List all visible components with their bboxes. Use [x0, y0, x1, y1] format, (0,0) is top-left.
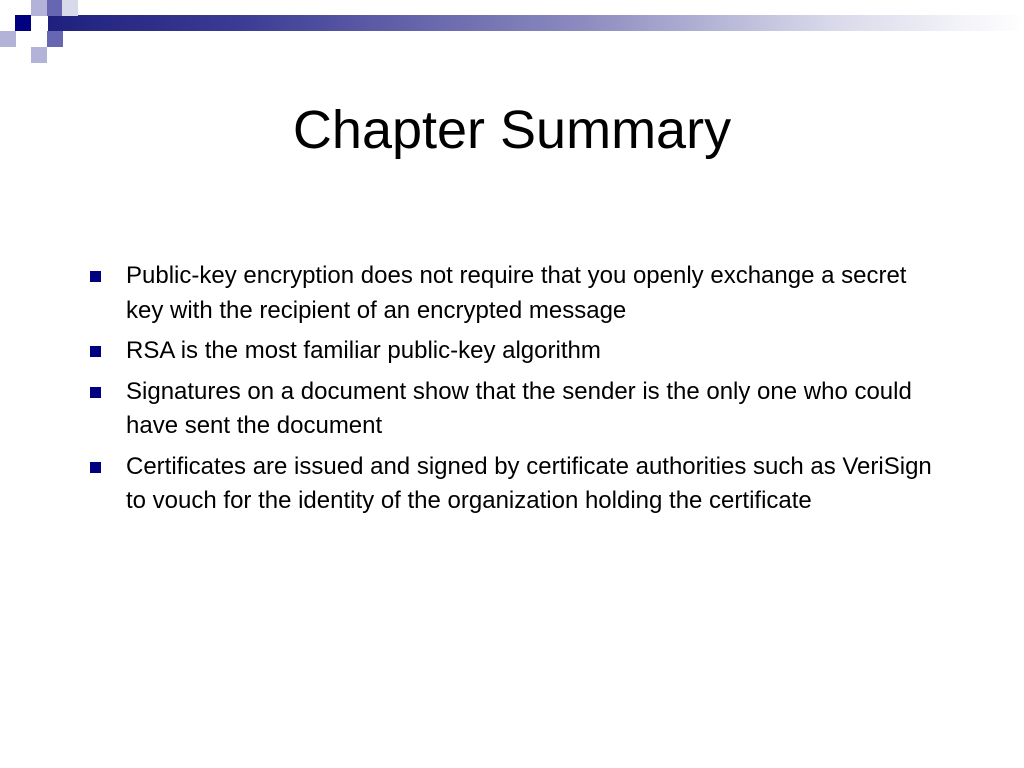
- slide-title: Chapter Summary: [292, 100, 732, 160]
- square-bullet-icon: [90, 271, 101, 282]
- bullet-text: Certificates are issued and signed by certificate authorities such as VeriSign to vouch for the identity of the organization holding the certificate: [126, 452, 932, 514]
- header-gradient-band: [48, 15, 1024, 31]
- decor-square-mid: [47, 31, 63, 47]
- square-bullet-icon: [90, 462, 101, 473]
- bullet-item: [88, 259, 948, 328]
- bullet-item: [88, 450, 948, 519]
- bullet-item: [88, 334, 948, 369]
- square-bullet-icon: [90, 346, 101, 357]
- decor-square-dark: [15, 15, 31, 31]
- decor-square-mid: [47, 0, 63, 16]
- decor-square-light: [31, 0, 47, 16]
- bullet-list: [88, 259, 948, 525]
- decor-square-light: [31, 47, 47, 63]
- decor-square-pale: [62, 0, 78, 16]
- square-bullet-icon: [90, 387, 101, 398]
- bullet-text: Public-key encryption does not require that you openly exchange a secret key with the recipient of an encrypted message: [126, 262, 907, 324]
- bullet-text: RSA is the most familiar public-key algorithm: [126, 337, 601, 364]
- bullet-text: Signatures on a document show that the sender is the only one who could have sent the document: [126, 377, 912, 439]
- bullet-item: [88, 375, 948, 444]
- decor-square-light: [0, 31, 16, 47]
